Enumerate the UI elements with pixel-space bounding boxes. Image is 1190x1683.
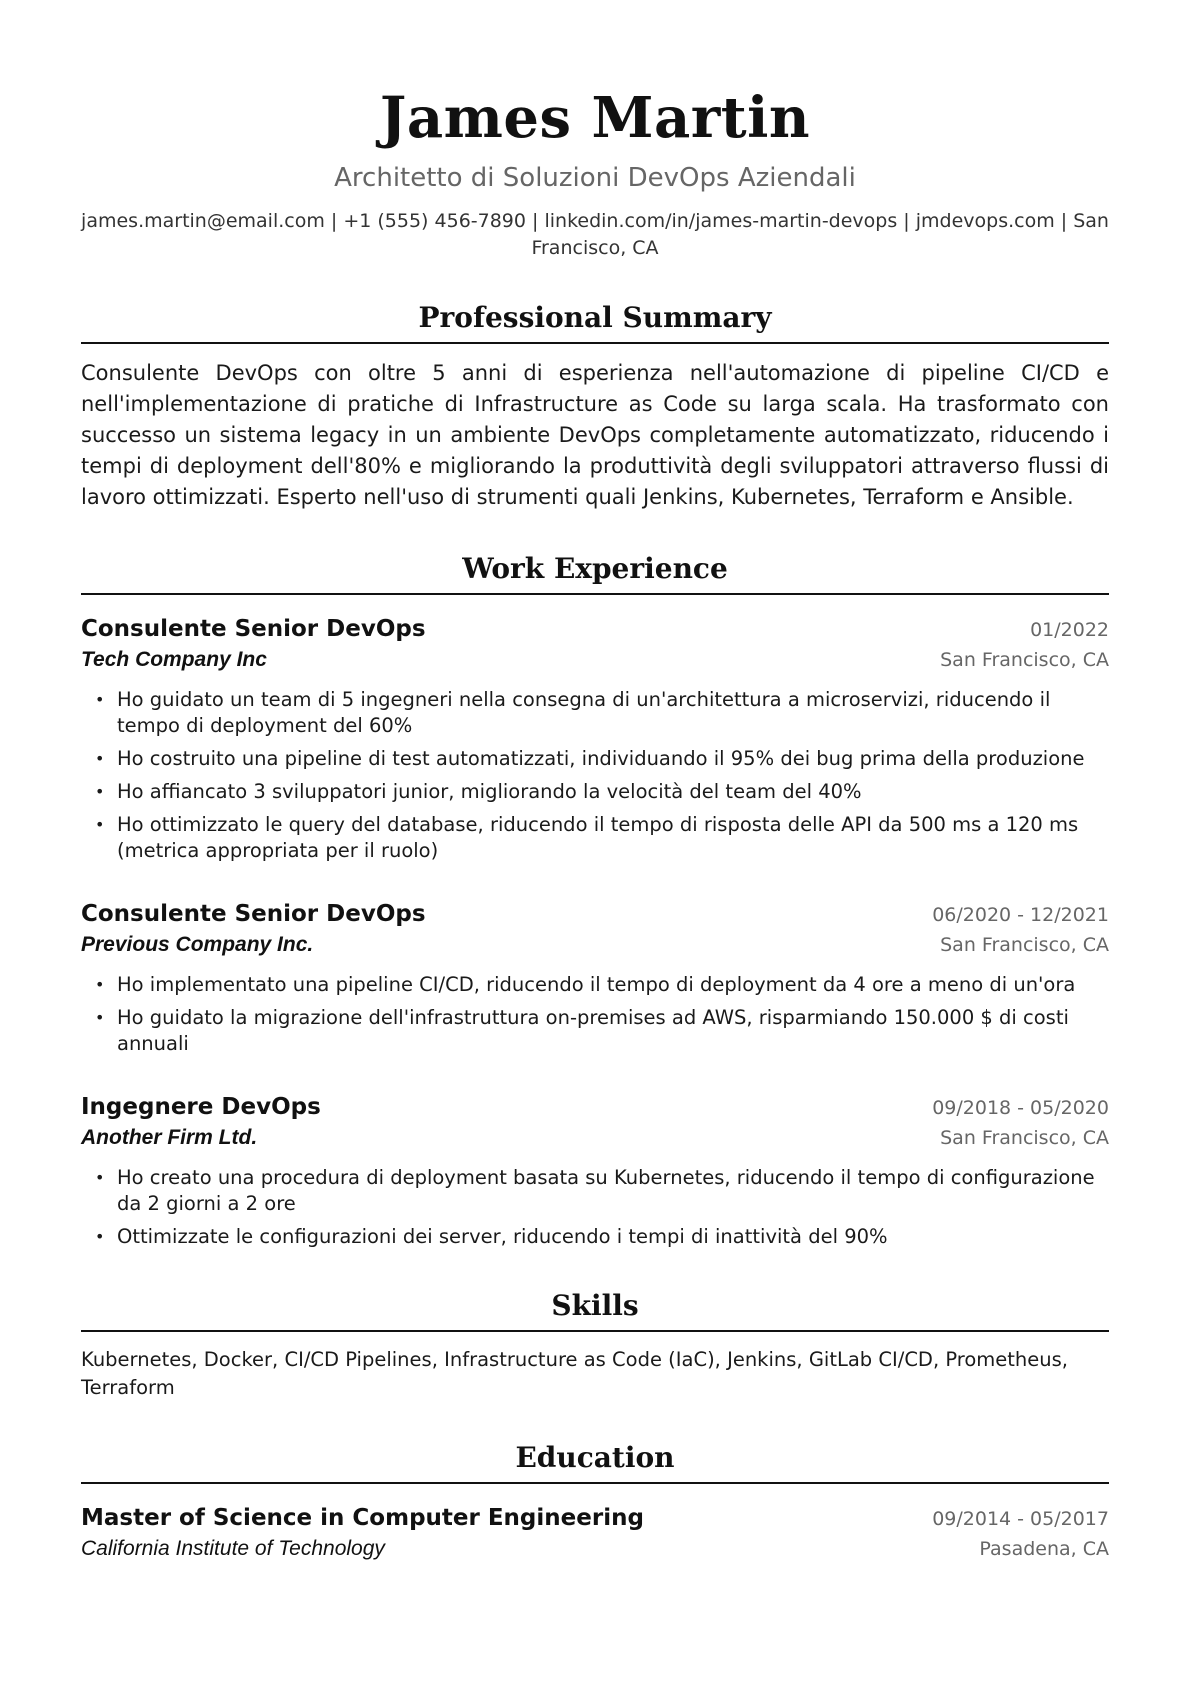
job-date: 01/2022 — [1030, 619, 1109, 641]
candidate-title: Architetto di Soluzioni DevOps Aziendali — [334, 163, 856, 193]
job-location: San Francisco, CA — [940, 1127, 1109, 1149]
job-bullets — [81, 972, 1109, 1057]
job-role: Consulente Senior DevOps — [81, 901, 426, 927]
skills-section — [81, 1288, 1109, 1402]
education-date: 09/2014 - 05/2017 — [932, 1508, 1109, 1530]
education-section — [81, 1440, 1109, 1564]
job-bullets — [81, 1165, 1109, 1250]
job-entry — [81, 1091, 1109, 1250]
job-bullet: • Ho guidato la migrazione dell'infrastruttura on-premises ad AWS, risparmiando 150.000 $ di costi annuali — [81, 1005, 1109, 1057]
education-location: Pasadena, CA — [979, 1538, 1109, 1560]
job-entry — [81, 898, 1109, 1057]
summary-heading: Professional Summary — [81, 300, 1109, 344]
experience-section — [81, 551, 1109, 1250]
job-role: Ingegnere DevOps — [81, 1094, 321, 1120]
education-degree: Master of Science in Computer Engineering — [81, 1505, 644, 1531]
education-school: California Institute of Technology — [81, 1537, 385, 1560]
summary-text: Consulente DevOps con oltre 5 anni di esperienza nell'automazione di pipeline CI/CD e nell'implementazione di pratiche di Infrastructure as Code su larga scala. Ha trasformato con successo un sistema legacy in un ambiente DevOps completamente automatizzato, riducendo i tempi di deployment dell'80% e migliorando la produttività degli sviluppatori attraverso flussi di lavoro ottimizzati. Esperto nell'uso di strumenti quali Jenkins, Kubernetes, Terraform e Ansible. — [81, 361, 1109, 509]
job-company: Previous Company Inc. — [81, 933, 314, 956]
resume-header — [81, 0, 1109, 262]
job-bullet: • Ho affiancato 3 sviluppatori junior, migliorando la velocità del team del 40% — [81, 779, 1109, 805]
experience-heading: Work Experience — [81, 551, 1109, 595]
education-entry — [81, 1502, 1109, 1564]
candidate-name: James Martin — [379, 85, 811, 151]
job-bullet: • Ho ottimizzato le query del database, riducendo il tempo di risposta delle API da 500 ms a 120 ms (metrica appropriata per il ruolo) — [81, 812, 1109, 864]
job-location: San Francisco, CA — [940, 934, 1109, 956]
job-role: Consulente Senior DevOps — [81, 616, 426, 642]
job-location: San Francisco, CA — [940, 649, 1109, 671]
skills-heading: Skills — [81, 1288, 1109, 1332]
job-entry — [81, 613, 1109, 864]
job-bullets — [81, 687, 1109, 864]
summary-section — [81, 300, 1109, 513]
skills-text: Kubernetes, Docker, CI/CD Pipelines, Infrastructure as Code (IaC), Jenkins, GitLab CI/CD, Prometheus, Terraform — [81, 1348, 1068, 1399]
job-bullet: • Ho costruito una pipeline di test automatizzati, individuando il 95% dei bug prima della produzione — [81, 746, 1109, 772]
education-heading: Education — [81, 1440, 1109, 1484]
job-bullet: • Ho implementato una pipeline CI/CD, riducendo il tempo di deployment da 4 ore a meno di un'ora — [81, 972, 1109, 998]
job-bullet: • Ho creato una procedura di deployment basata su Kubernetes, riducendo il tempo di configurazione da 2 giorni a 2 ore — [81, 1165, 1109, 1217]
job-date: 06/2020 - 12/2021 — [932, 904, 1109, 926]
contact-line: james.martin@email.com | +1 (555) 456-7890 | linkedin.com/in/james-martin-devops | jmdevops.com | San Francisco, CA — [81, 210, 1109, 259]
job-bullet: • Ho guidato un team di 5 ingegneri nella consegna di un'architettura a microservizi, riducendo il tempo di deployment del 60% — [81, 687, 1109, 739]
job-company: Another Firm Ltd. — [81, 1126, 258, 1149]
job-date: 09/2018 - 05/2020 — [932, 1097, 1109, 1119]
job-company: Tech Company Inc — [81, 648, 267, 671]
job-bullet: • Ottimizzate le configurazioni dei server, riducendo i tempi di inattività del 90% — [81, 1224, 1109, 1250]
